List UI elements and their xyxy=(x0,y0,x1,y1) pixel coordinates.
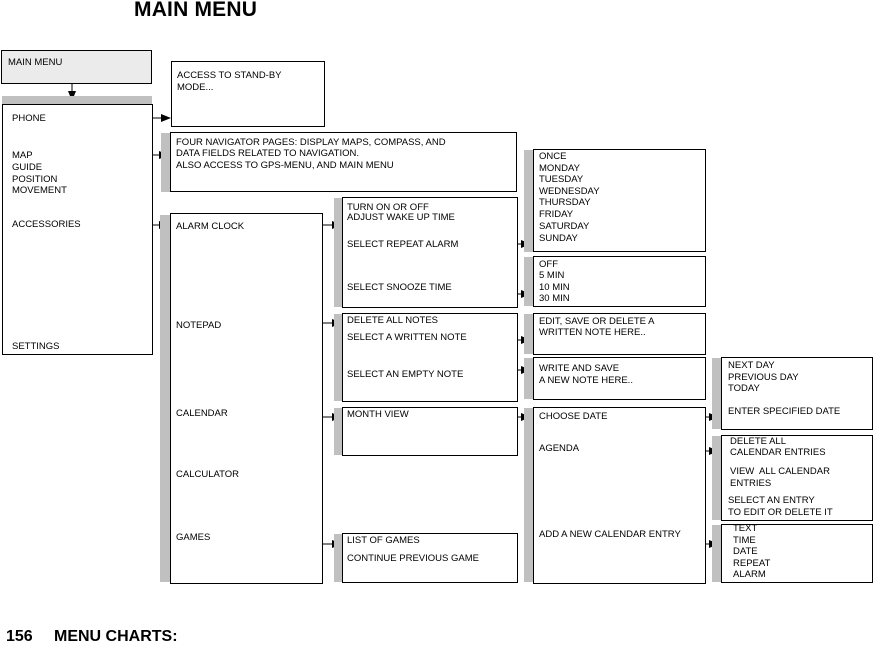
accessory-notepad[interactable]: NOTEPAD xyxy=(176,320,222,331)
footer-page-number: 156 xyxy=(6,628,33,645)
alarm-turn-on-off[interactable]: TURN ON OR OFF xyxy=(347,202,429,213)
notepad-delete-all[interactable]: DELETE ALL NOTES xyxy=(347,315,438,326)
navigator-line2: DATA FIELDS RELATED TO NAVIGATION. xyxy=(176,148,360,159)
date-next-day[interactable]: NEXT DAY xyxy=(728,360,775,371)
accessory-games[interactable]: GAMES xyxy=(176,532,211,543)
repeat-option-sunday[interactable]: SUNDAY xyxy=(539,233,578,244)
menu-item-accessories[interactable]: ACCESSORIES xyxy=(12,219,81,230)
snooze-shade xyxy=(524,257,533,306)
menu-item-phone[interactable]: PHONE xyxy=(12,113,46,124)
standby-line1: ACCESS TO STAND-BY xyxy=(177,70,282,81)
entry-fields-shade xyxy=(712,525,721,582)
repeat-option-monday[interactable]: MONDAY xyxy=(539,163,580,174)
edit-note-line2: WRITTEN NOTE HERE.. xyxy=(539,327,646,338)
menu-item-settings[interactable]: SETTINGS xyxy=(12,341,60,352)
date-previous-day[interactable]: PREVIOUS DAY xyxy=(728,372,799,383)
calendar-month-view[interactable]: MONTH VIEW xyxy=(347,409,409,420)
repeat-option-thursday[interactable]: THURSDAY xyxy=(539,197,591,208)
repeat-option-once[interactable]: ONCE xyxy=(539,151,567,162)
repeat-option-friday[interactable]: FRIDAY xyxy=(539,209,574,220)
games-list[interactable]: LIST OF GAMES xyxy=(347,535,420,546)
repeat-shade xyxy=(524,150,533,252)
menu-item-map[interactable]: MAP xyxy=(12,150,33,161)
snooze-option-30min[interactable]: 30 MIN xyxy=(539,293,570,304)
snooze-option-10min[interactable]: 10 MIN xyxy=(539,282,570,293)
calendar-agenda[interactable]: AGENDA xyxy=(539,443,580,454)
agenda-select-entry-2[interactable]: TO EDIT OR DELETE IT xyxy=(728,507,833,518)
write-note-shade xyxy=(524,358,533,399)
accessory-calculator[interactable]: CALCULATOR xyxy=(176,469,239,480)
calendar-choose-date[interactable]: CHOOSE DATE xyxy=(539,411,608,422)
agenda-view-all-1[interactable]: VIEW ALL CALENDAR xyxy=(730,466,830,477)
standby-line2: MODE... xyxy=(177,82,214,93)
entry-field-repeat[interactable]: REPEAT xyxy=(733,558,771,569)
entry-field-text[interactable]: TEXT xyxy=(733,523,758,534)
edit-note-shade xyxy=(524,314,533,354)
date-enter-specified[interactable]: ENTER SPECIFIED DATE xyxy=(728,406,841,417)
edit-note-line1: EDIT, SAVE OR DELETE A xyxy=(539,316,655,327)
month-view-shade xyxy=(334,408,342,455)
notepad-select-written[interactable]: SELECT A WRITTEN NOTE xyxy=(347,332,467,343)
snooze-option-off[interactable]: OFF xyxy=(539,259,558,270)
footer-section-title: MENU CHARTS: xyxy=(54,628,178,645)
agenda-select-entry-1[interactable]: SELECT AN ENTRY xyxy=(728,495,815,506)
main-menu-header-label: MAIN MENU xyxy=(8,57,63,68)
date-options-shade xyxy=(712,358,721,429)
main-menu-list-shade xyxy=(2,96,152,104)
repeat-option-saturday[interactable]: SATURDAY xyxy=(539,221,590,232)
alarm-select-snooze[interactable]: SELECT SNOOZE TIME xyxy=(347,282,452,293)
menu-item-position[interactable]: POSITION xyxy=(12,174,58,185)
calendar-add-entry[interactable]: ADD A NEW CALENDAR ENTRY xyxy=(539,529,681,540)
agenda-options-shade xyxy=(712,436,721,520)
agenda-delete-all-2[interactable]: CALENDAR ENTRIES xyxy=(730,447,826,458)
calendar-submenu-box xyxy=(533,407,706,584)
navigator-line1: FOUR NAVIGATOR PAGES: DISPLAY MAPS, COMPASS, AND xyxy=(176,137,446,148)
repeat-option-tuesday[interactable]: TUESDAY xyxy=(539,174,584,185)
calendar-submenu-shade xyxy=(524,408,533,582)
alarm-select-repeat[interactable]: SELECT REPEAT ALARM xyxy=(347,239,459,250)
write-note-line2: A NEW NOTE HERE.. xyxy=(539,375,633,386)
navigator-line3: ALSO ACCESS TO GPS-MENU, AND MAIN MENU xyxy=(176,160,394,171)
accessory-alarm-clock[interactable]: ALARM CLOCK xyxy=(176,221,245,232)
entry-field-time[interactable]: TIME xyxy=(733,535,756,546)
games-continue[interactable]: CONTINUE PREVIOUS GAME xyxy=(347,553,479,564)
write-note-line1: WRITE AND SAVE xyxy=(539,363,620,374)
page-title: MAIN MENU xyxy=(134,0,258,21)
menu-item-guide[interactable]: GUIDE xyxy=(12,162,43,173)
repeat-option-wednesday[interactable]: WEDNESDAY xyxy=(539,186,600,197)
alarm-shade xyxy=(334,198,342,307)
agenda-delete-all-1[interactable]: DELETE ALL xyxy=(730,436,786,447)
menu-item-movement[interactable]: MOVEMENT xyxy=(12,185,67,196)
snooze-option-5min[interactable]: 5 MIN xyxy=(539,270,565,281)
navigator-shade xyxy=(161,133,170,192)
accessory-calendar[interactable]: CALENDAR xyxy=(176,408,228,419)
notepad-shade xyxy=(334,314,342,401)
entry-field-alarm[interactable]: ALARM xyxy=(733,569,766,580)
accessories-box xyxy=(170,213,323,584)
agenda-view-all-2[interactable]: ENTRIES xyxy=(730,478,772,489)
entry-field-date[interactable]: DATE xyxy=(733,546,758,557)
date-today[interactable]: TODAY xyxy=(728,383,760,394)
notepad-select-empty[interactable]: SELECT AN EMPTY NOTE xyxy=(347,369,464,380)
games-shade xyxy=(334,534,342,582)
alarm-adjust-wake[interactable]: ADJUST WAKE UP TIME xyxy=(347,212,455,223)
